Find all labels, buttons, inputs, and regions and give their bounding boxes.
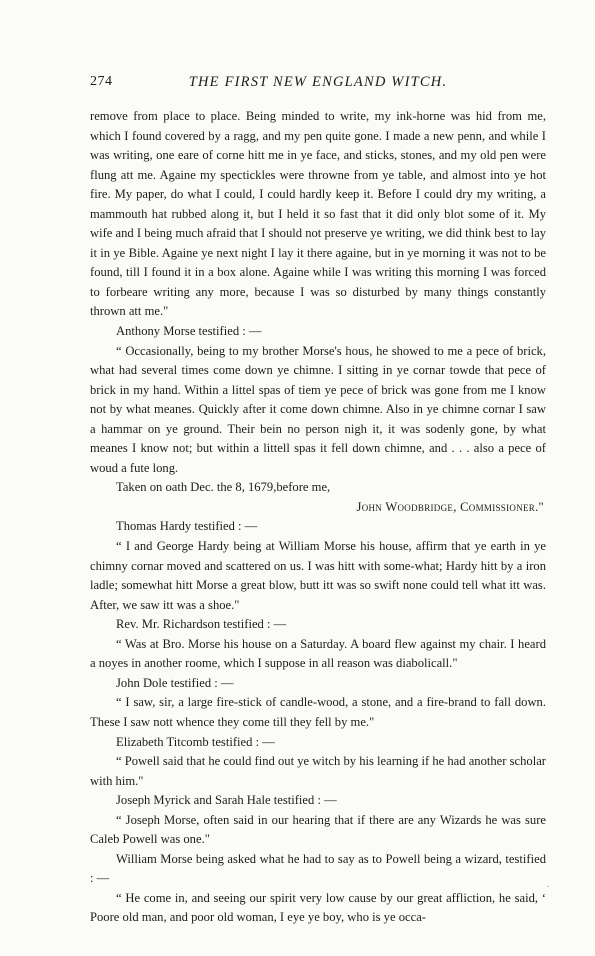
- scan-mark: .: [547, 879, 550, 890]
- testimony-heading: Joseph Myrick and Sarah Hale testified : —: [116, 793, 337, 808]
- testimony-heading: William Morse being asked what he had to say as to Powell being a wizard, testified : —: [90, 851, 546, 886]
- testimony-heading: John Dole testified : —: [116, 675, 234, 690]
- testimony-heading: Anthony Morse testified : —: [116, 324, 262, 339]
- paragraph: “ Occasionally, being to my brother Morse's hous, he showed to me a pece of brick, what had several times come down ye chimne. I sitting in ye cornar towde that pece of brick in my hand. Within a littel spas of tiem ye pece of brick was gone from me I know not by what meanes. Quickly after it come down chimne. Also in ye chimne cornar I saw a hammar on ye ground. Their bein no person nigh it, it was sodenly gone, by what meanes I know not; but within a littell spas it fell down chimne, and . . . also a pece of woud a fute long.: [90, 343, 546, 475]
- paragraph: “ He come in, and seeing our spirit very low cause by our great affliction, he said, ‘ Poore old man, and poor old woman, I eye ye boy, who is ye occa-: [90, 890, 546, 925]
- page-number: 274: [90, 74, 113, 89]
- paragraph: “ Powell said that he could find out ye witch by his learning if he had another scholar with him.": [90, 754, 546, 788]
- paragraph: “ Was at Bro. Morse his house on a Saturday. A board flew against my chair. I heard a noyes in another roome, which I suppose in all reason was diabolicall.": [90, 636, 546, 671]
- oath-line: Taken on oath Dec. the 8, 1679,before me,: [116, 480, 331, 495]
- paragraph: “ I saw, sir, a large fire-stick of candle-wood, a stone, and a fire-brand to fall down. These I saw nott whence they come till they fell by me.": [90, 695, 546, 729]
- testimony-heading: Rev. Mr. Richardson testified : —: [116, 617, 287, 632]
- testimony-heading: Thomas Hardy testified : —: [116, 519, 258, 534]
- page-header: [90, 74, 546, 94]
- commissioner-signature: John Woodbridge, Commissioner.": [356, 499, 544, 514]
- paragraph: “ I and George Hardy being at William Morse his house, affirm that ye earth in ye chimny cornar moved and scattered on us. I was hitt with some-what; Hardy hitt by a iron ladle; somewhat hitt Morse a great blow, butt itt was so swift none could tell what itt was. After, we saw itt was a shoe.": [90, 539, 546, 612]
- testimony-heading: Elizabeth Titcomb testified : —: [116, 734, 275, 749]
- paragraph: “ Joseph Morse, often said in our hearing that if there are any Wizards he was sure Caleb Powell was one.": [90, 812, 546, 847]
- paragraph: remove from place to place. Being minded to write, my ink-horne was hid from me, which I found covered by a ragg, and my pen quite gone. I made a new penn, and while I was writing, one eare of corne hitt me in ye face, and sticks, stones, and my old pen were flung att me. Againe my spectickles were throwne from ye table, and almost into ye hot fire. My paper, do what I could, I could hardly keep it. Before I could dry my writing, a mammouth hat rubbed along it, but I held it so fast that it did only blot some of it. My wife and I being much afraid that I should not preserve ye writing, we did think best to lay it in ye Bible. Againe ye next night I lay it there againe, but in ye morning it was not to be found, till I found it in a box alone. Againe while I was writing this morning I was forced to forbeare writing any more, because I was so disturbed by many things constantly thrown att me.": [90, 109, 546, 319]
- page-body: [90, 107, 546, 928]
- running-title: THE FIRST NEW ENGLAND WITCH.: [188, 74, 448, 90]
